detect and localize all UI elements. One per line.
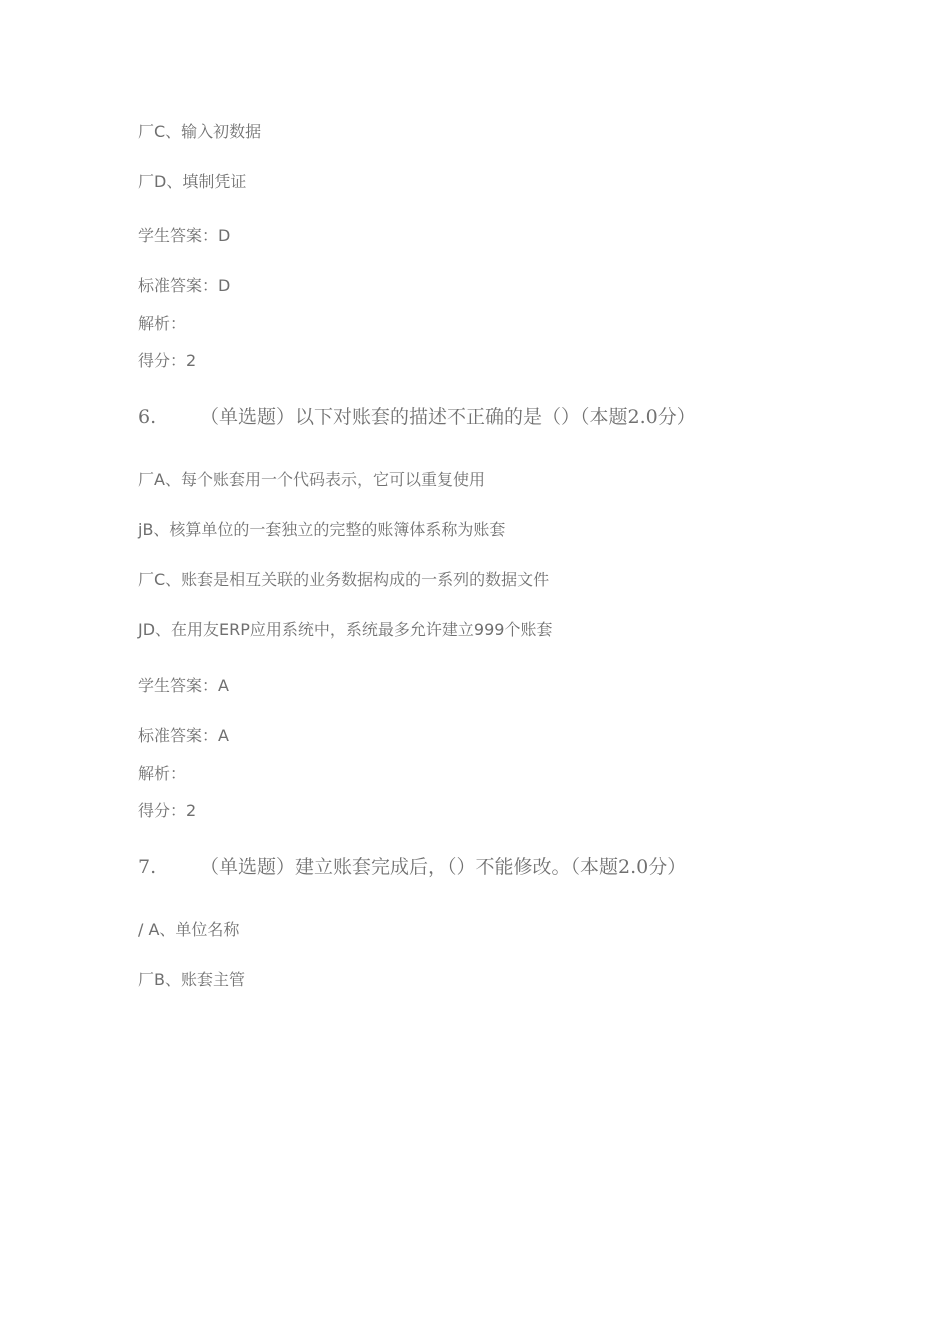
student-answer: 学生答案：D [138, 226, 231, 245]
score: 得分：2 [138, 351, 197, 370]
question-6-title [138, 408, 696, 427]
q7-option-a[interactable]: / A、单位名称 [138, 920, 240, 939]
option-c[interactable]: 厂C、输入初数据 [138, 122, 262, 141]
q7-option-b[interactable]: 厂B、账套主管 [138, 970, 245, 989]
option-d[interactable]: 厂D、填制凭证 [138, 172, 247, 191]
question-text: （单选题）建立账套完成后，（）不能修改。（本题2.0分） [200, 856, 687, 878]
q6-student-answer: 学生答案：A [138, 676, 229, 695]
standard-answer: 标准答案：D [138, 276, 231, 295]
q6-standard-answer: 标准答案：A [138, 726, 229, 745]
q6-score: 得分：2 [138, 801, 197, 820]
question-number: 6. [138, 406, 157, 428]
q6-option-a[interactable]: 厂A、每个账套用一个代码表示，它可以重复使用 [138, 470, 485, 489]
analysis-label: 解析： [138, 314, 187, 333]
question-text: （单选题）以下对账套的描述不正确的是（）（本题2.0分） [200, 406, 696, 428]
q6-analysis-label: 解析： [138, 764, 187, 783]
q6-option-d[interactable]: JD、在用友ERP应用系统中，系统最多允许建立999个账套 [138, 620, 553, 639]
question-number: 7. [138, 856, 157, 878]
q6-option-b[interactable]: jB、核算单位的一套独立的完整的账簿体系称为账套 [138, 520, 506, 539]
q6-option-c[interactable]: 厂C、账套是相互关联的业务数据构成的一系列的数据文件 [138, 570, 550, 589]
question-7-title [138, 858, 686, 877]
